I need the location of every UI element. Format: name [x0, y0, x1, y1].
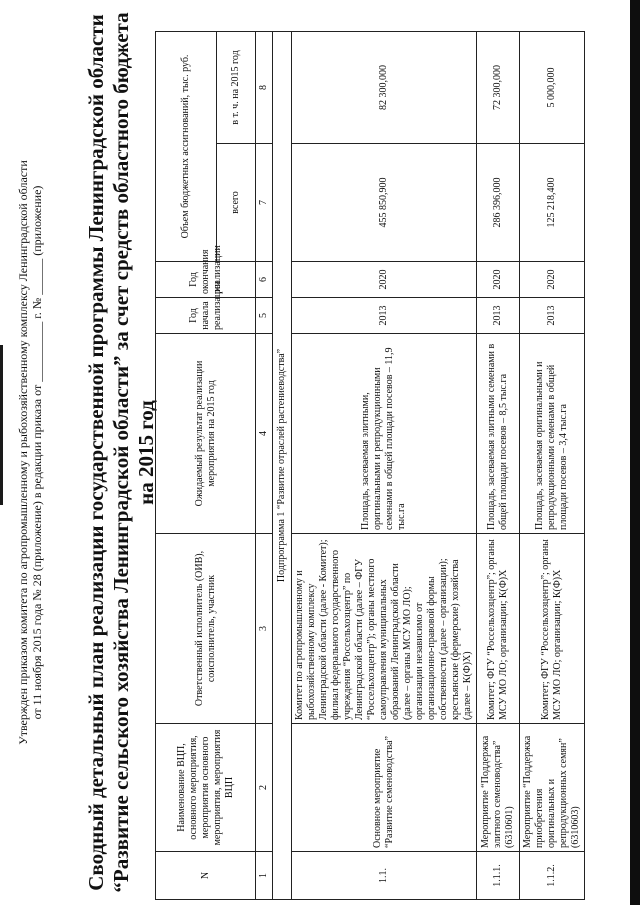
table-row [520, 31, 585, 899]
table-row [477, 31, 520, 899]
header-budget: Объем бюджетных ассигнований, тыс. руб. [156, 31, 217, 261]
col-number: 3 [256, 534, 273, 724]
col-number: 5 [256, 298, 273, 334]
header-n: N [156, 852, 256, 900]
col-number: 4 [256, 334, 273, 534]
approval-note [16, 0, 44, 905]
row-name: Основное мероприятие “Развитие семеноводства” [292, 724, 477, 852]
title-line-2: “Развитие сельского хозяйства Ленинградской области” за счет средств областного бюджета на 2015 год [109, 12, 158, 893]
row-executor: Комитет по агропромышленному и рыбохозяйственному комплексу Ленинградской области (далее - Комитет); филиал федерального государственного учреждения “Россельхозцентр” по Ленинградской области (далее – ФГУ “Россельхозцентр”); органы местного самоуправления муниципальных образований Ленинградской области (далее – органы МСУ МО ЛО); организации независимо от организационно-правовой формы собственности (далее – организации); крестьянские (фермерские) хозяйства (далее – К(Ф)Х) [292, 534, 477, 724]
row-number: 1.1. [292, 852, 477, 900]
row-end-year: 2020 [520, 262, 585, 298]
header-name: Наименование ВЦП, основного мероприятия, мероприятия основного мероприятия, мероприятия ВЦП [156, 724, 256, 852]
header-end-year: Год окончания реализации [156, 262, 256, 298]
col-number: 1 [256, 852, 273, 900]
row-total: 286 396,000 [477, 144, 520, 262]
approval-line-1: Утвержден приказом комитета по агропромышленному и рыбохозяйственному комплексу Ленинградской области [16, 160, 30, 745]
col-number: 2 [256, 724, 273, 852]
row-end-year: 2020 [477, 262, 520, 298]
col-number: 6 [256, 262, 273, 298]
header-row [156, 31, 217, 899]
row-executor: Комитет; ФГУ “Россельхозцентр”; органы МСУ МО ЛО; организации; К(Ф)Х [520, 534, 585, 724]
header-result: Ожидаемый результат реализации мероприятия на 2015 год [156, 334, 256, 534]
row-start-year: 2013 [520, 298, 585, 334]
col-number: 8 [256, 31, 273, 143]
column-numbers-row [256, 31, 273, 899]
row-number: 1.1.1. [477, 852, 520, 900]
document-title [84, 0, 159, 905]
row-2015: 82 300,000 [292, 31, 477, 143]
row-result: Площадь, засеваемая элитными семенами в общей площади посевов – 8,5 тыс.га [477, 334, 520, 534]
row-name: Мероприятие “Поддержка приобретения оригинальных и репродукционных семян” (6310603) [520, 724, 585, 852]
plan-table [155, 31, 585, 900]
row-executor: Комитет; ФГУ “Россельхозцентр”; органы МСУ МО ЛО; организации; К(Ф)Х [477, 534, 520, 724]
header-start-year: Год начала реализации [156, 298, 256, 334]
subprogram-row [273, 31, 292, 899]
header-2015: в т. ч. на 2015 год [217, 31, 256, 143]
row-end-year: 2020 [292, 262, 477, 298]
row-start-year: 2013 [292, 298, 477, 334]
row-total: 455 850,900 [292, 144, 477, 262]
row-2015: 5 000,000 [520, 31, 585, 143]
row-number: 1.1.2. [520, 852, 585, 900]
table-row [292, 31, 477, 899]
col-number: 7 [256, 144, 273, 262]
header-executor: Ответственный исполнитель (ОИВ), соисполнитель, участник [156, 534, 256, 724]
row-total: 125 218,400 [520, 144, 585, 262]
approval-line-2: от 11 ноября 2015 года № 28 (приложение) в редакции приказа от __________ г. № ______ (приложение) [30, 185, 44, 720]
row-2015: 72 300,000 [477, 31, 520, 143]
row-result: Площадь, засеваемая элитными, оригинальными и репродукционными семенами в общей площади посевов – 11,9 тыс.га [292, 334, 477, 534]
header-total: всего [217, 144, 256, 262]
row-start-year: 2013 [477, 298, 520, 334]
row-result: Площадь, засеваемая оригинальными и репродукционными семенами в общей площади посевов – 3,4 тыс.га [520, 334, 585, 534]
subprogram-title: Подпрограмма 1 “Развитие отраслей растениеводства” [273, 31, 292, 899]
title-line-1: Сводный детальный план реализации государственной программы Ленинградской области [84, 14, 108, 891]
row-name: Мероприятие “Поддержка элитного семеноводства” (6310601) [477, 724, 520, 852]
